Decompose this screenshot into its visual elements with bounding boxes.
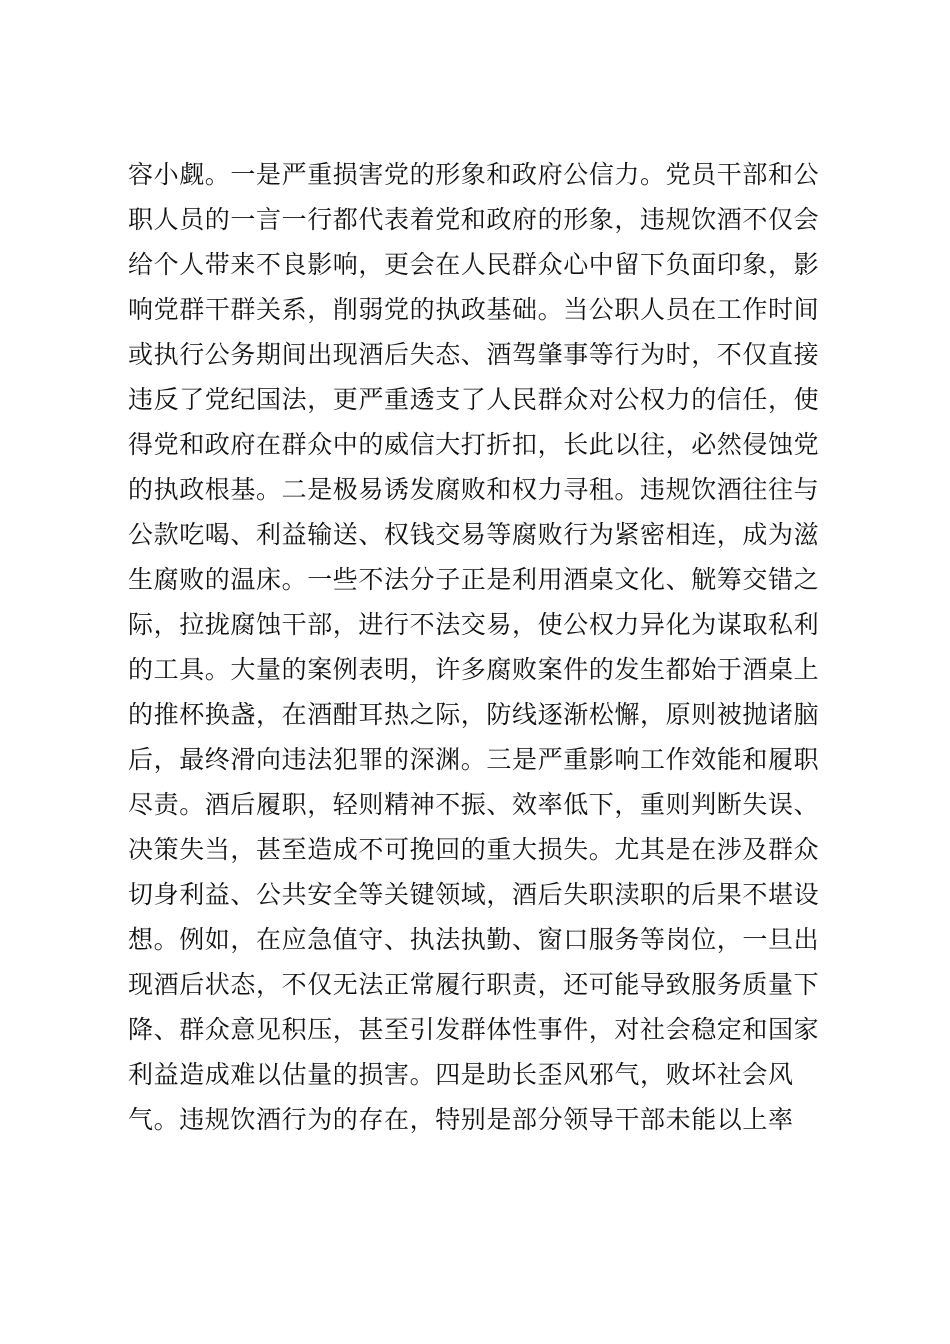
text-line: 后，最终滑向违法犯罪的深渊。三是严重影响工作效能和履职 [128, 745, 820, 774]
text-line: 利益造成难以估量的损害。四是助长歪风邪气，败坏社会风 [128, 1060, 794, 1089]
text-line: 决策失当，甚至造成不可挽回的重大损失。尤其是在涉及群众 [128, 835, 820, 864]
text-line: 响党群干群关系，削弱党的执政基础。当公职人员在工作时间 [128, 295, 820, 324]
text-line: 给个人带来不良影响，更会在人民群众心中留下负面印象，影 [128, 250, 820, 279]
text-line: 或执行公务期间出现酒后失态、酒驾肇事等行为时，不仅直接 [128, 340, 820, 369]
text-line: 现酒后状态，不仅无法正常履行职责，还可能导致服务质量下 [128, 970, 820, 999]
text-line: 的推杯换盏，在酒酣耳热之际，防线逐渐松懈，原则被抛诸脑 [128, 700, 820, 729]
text-line: 生腐败的温床。一些不法分子正是利用酒桌文化、觥筹交错之 [128, 565, 820, 594]
text-line: 际，拉拢腐蚀干部，进行不法交易，使公权力异化为谋取私利 [128, 610, 820, 639]
text-line: 容小觑。一是严重损害党的形象和政府公信力。党员干部和公 [128, 160, 820, 189]
text-line: 违反了党纪国法，更严重透支了人民群众对公权力的信任，使 [128, 385, 820, 414]
text-line: 想。例如，在应急值守、执法执勤、窗口服务等岗位，一旦出 [128, 925, 820, 954]
text-line: 的工具。大量的案例表明，许多腐败案件的发生都始于酒桌上 [128, 655, 820, 684]
body-paragraph [128, 152, 828, 1142]
text-line: 切身利益、公共安全等关键领域，酒后失职渎职的后果不堪设 [128, 880, 820, 909]
text-line: 降、群众意见积压，甚至引发群体性事件，对社会稳定和国家 [128, 1015, 820, 1044]
text-line: 尽责。酒后履职，轻则精神不振、效率低下，重则判断失误、 [128, 790, 820, 819]
text-line: 气。违规饮酒行为的存在，特别是部分领导干部未能以上率 [128, 1105, 794, 1134]
text-line: 职人员的一言一行都代表着党和政府的形象，违规饮酒不仅会 [128, 205, 820, 234]
text-line: 得党和政府在群众中的威信大打折扣，长此以往，必然侵蚀党 [128, 430, 820, 459]
text-line: 公款吃喝、利益输送、权钱交易等腐败行为紧密相连，成为滋 [128, 520, 820, 549]
text-line: 的执政根基。二是极易诱发腐败和权力寻租。违规饮酒往往与 [128, 475, 820, 504]
